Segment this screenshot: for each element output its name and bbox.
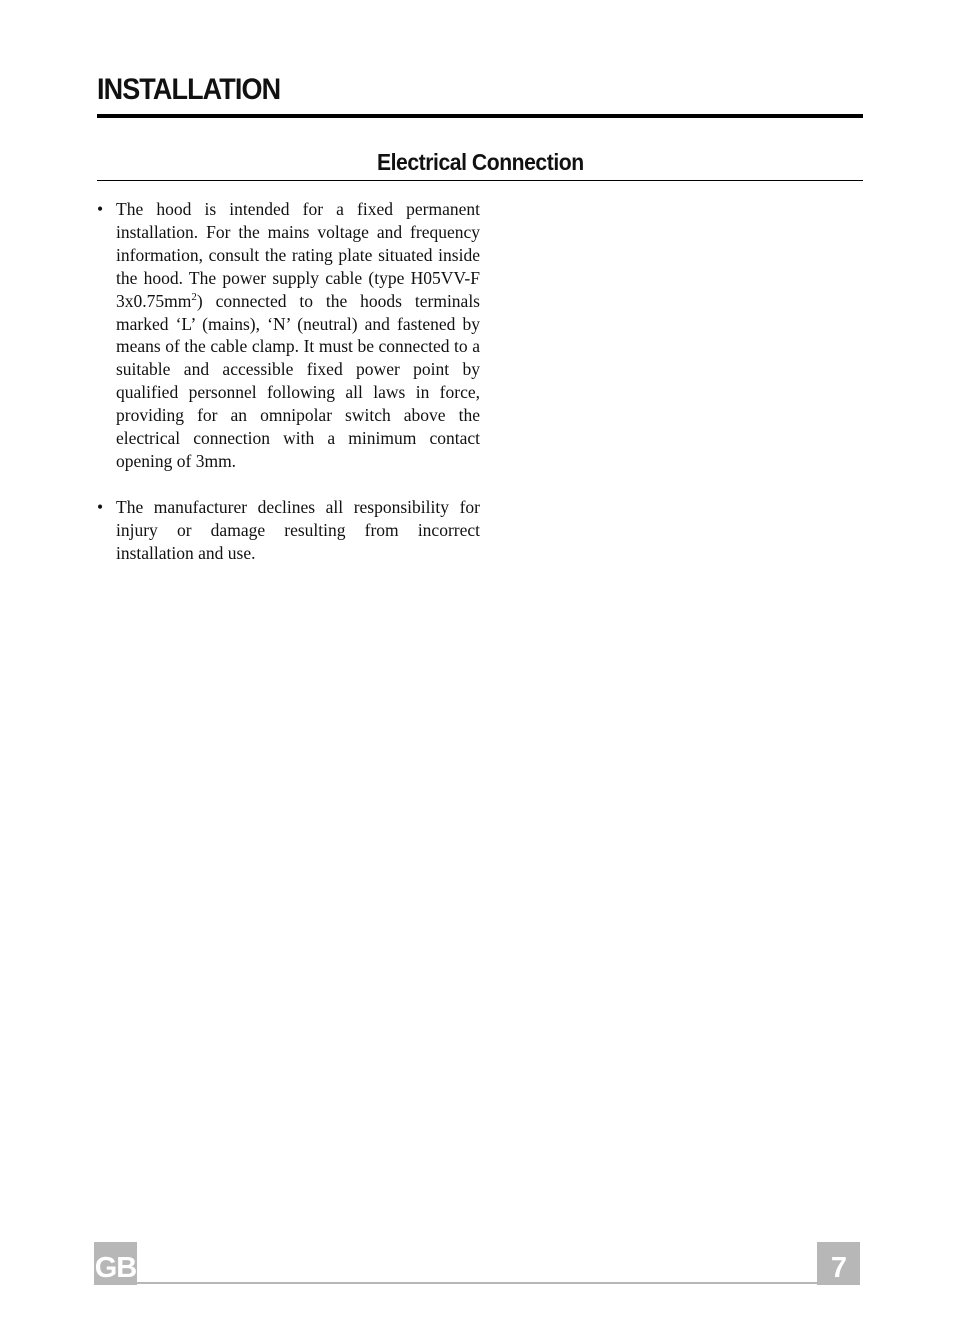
section-divider — [97, 180, 863, 181]
paragraph-text-continued: ) connected to the hoods terminals marked ‘L’ (mains), ‘N’ (neutral) and fastened by means of the cable clamp. It must be connected to a suitable and accessible fixed power point by qualified personnel following all laws in force, providing for an omnipolar switch above the electrical connection with a minimum contact opening of 3mm. — [116, 290, 480, 471]
list-item — [97, 496, 480, 565]
page-title: INSTALLATION — [97, 73, 281, 106]
section-heading-text: Electrical Connection — [376, 149, 584, 175]
footer-divider — [137, 1282, 817, 1284]
list-item — [97, 198, 480, 473]
page-number: 7 — [817, 1242, 860, 1285]
instructions-list — [97, 198, 480, 588]
paragraph-text: The manufacturer declines all responsibility for injury or damage resulting from incorrect installation and use. — [116, 496, 480, 563]
bullet-icon: • — [97, 496, 104, 517]
section-heading — [97, 146, 863, 178]
superscript: 2 — [191, 290, 197, 303]
language-badge: GB — [94, 1242, 137, 1285]
title-divider — [97, 114, 863, 118]
paragraph-text: The hood is intended for a fixed permanent installation. For the mains voltage and frequency information, consult the rating plate situated inside the hood. The power supply cable (type H05VV-F 3x0.75mm — [116, 199, 480, 311]
bullet-icon: • — [97, 199, 104, 219]
